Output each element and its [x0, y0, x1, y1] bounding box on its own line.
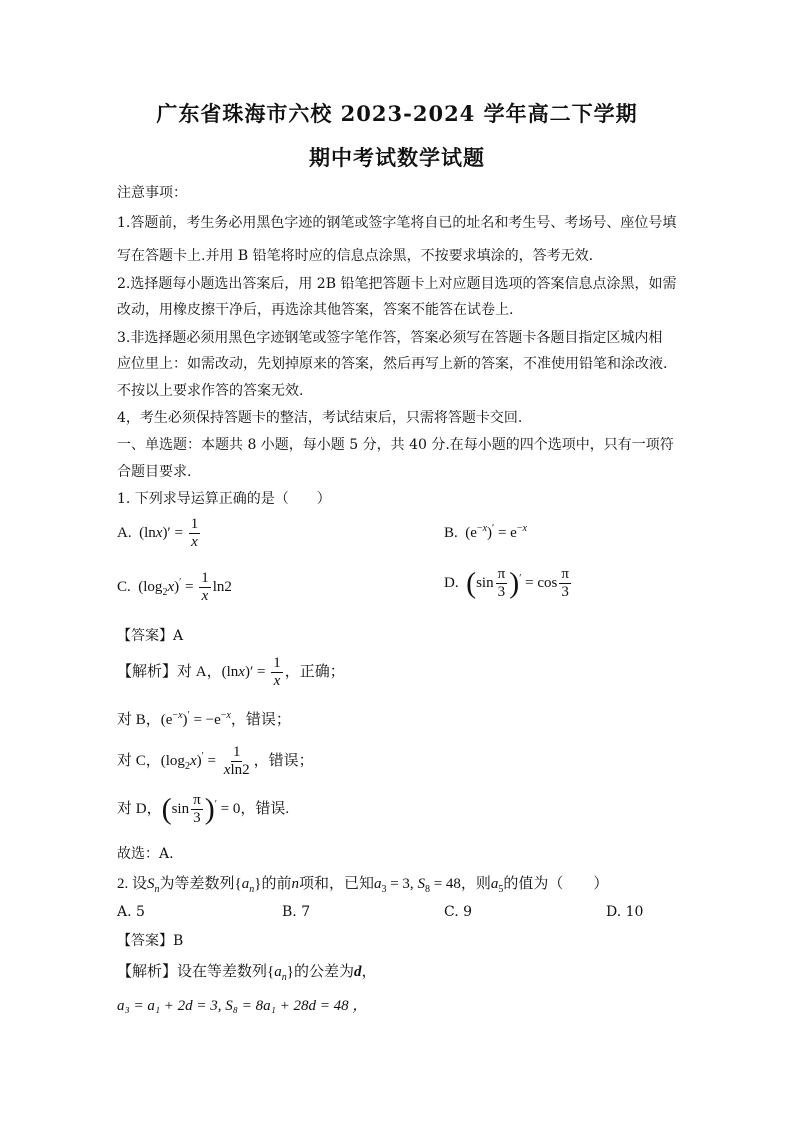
q2-stem-mid4: ，则 — [460, 876, 491, 892]
q2-option-c: C. 9 — [444, 904, 473, 920]
q1-analysis-b: 对 B，$(e^{-x})' = -e^{-x}$，错误； — [117, 710, 291, 728]
q1-analysis-b-post: ，错误； — [230, 712, 291, 728]
note-1a: 1.答题前，考生务必用黑色字迹的钢笔或签字笔将自已的址名和考生号、考场号、座位号填 — [117, 215, 677, 231]
notes-heading: 注意事项： — [117, 185, 187, 201]
q1-option-a-label: A. — [117, 524, 132, 541]
q1-analysis-a-post: ，正确； — [284, 663, 345, 680]
note-2a: 2.选择题每小题选出答案后，用 2B 铅笔把答题卡上对应题目选项的答案信息点涂黑，如需 — [117, 276, 677, 292]
q2-equation: a₃ = a₁ + 2d = 3, S₈ = 8a₁ + 28d = 48 ， — [117, 998, 368, 1014]
q1-option-d: D. (sin $\frac{\pi}{3}$ )′ = cos $\frac{\pi}{3}$ — [444, 566, 569, 600]
q1-analysis-a-pre: 对 A， — [177, 663, 222, 680]
title-line-2: 期中考试数学试题 — [309, 145, 485, 170]
q2-stem-mid1: 为等差数列 — [159, 876, 235, 892]
q2-stem: 2. 设$S_n$为等差数列$\{a_n\}$的前n项和，已知$a_3 = 3$, $S_8 = 48$，则$a_5$的值为（ ） — [117, 876, 609, 895]
note-3b: 应位里上：如需改动，先划掉原来的答案，然后再写上新的答案，不准使用铅笔和涂改液. — [117, 356, 668, 372]
title-line-1: 广东省珠海市六校 2023-2024 学年高二下学期 — [156, 101, 638, 126]
q2-answer: 【答案】B — [117, 933, 184, 949]
q1-option-b-label: B. — [444, 525, 458, 541]
q2-stem-mid3: 项和，已知 — [298, 876, 374, 892]
q2-option-b: B. 7 — [282, 904, 311, 920]
section1-line-b: 合题目要求. — [117, 464, 192, 480]
note-4: 4，考生必须保持答题卡的整洁，考试结束后，只需将答题卡交回. — [117, 410, 523, 426]
q1-analysis-a: 【解析】对 A，(lnx)′ = $\frac{1}{x}$ ，正确； — [117, 655, 345, 689]
q2-option-d: D. 10 — [606, 904, 644, 920]
q1-stem: 1. 下列求导运算正确的是（ ） — [117, 491, 331, 507]
q2-option-a: A. 5 — [117, 904, 145, 920]
q2-analysis-pre: 设在等差数列 — [177, 964, 268, 980]
section1-line-a: 一、单选题：本题共 8 小题，每小题 5 分，共 40 分.在每小题的四个选项中，只有一项符 — [117, 437, 674, 453]
q1-option-b: B. $(e^{-x})' = e^{-x}$ — [444, 523, 527, 541]
q2-analysis-label: 【解析】 — [117, 964, 178, 980]
q1-analysis-c: 对 C，$(\log_2x)'$ = $\frac{1}{xln2}$ ，错误； — [117, 744, 314, 778]
q2-stem-mid2: 的前 — [261, 876, 292, 892]
q1-analysis-d: 对 D，(sin $\frac{\pi}{3}$ )′ = 0，错误. — [117, 792, 290, 826]
note-3a: 3.非选择题必须用黑色字迹钢笔或签字笔作答，答案必须写在答题卡各题目指定区城内相 — [117, 330, 663, 346]
q1-option-a: A. (lnx)′ = $\frac{1}{x}$ — [117, 516, 199, 550]
q1-analysis-b-pre: 对 B， — [117, 712, 161, 728]
q2-stem-pre: 2. 设 — [117, 876, 148, 892]
note-1b: 写在答题卡上.并用 B 铅笔将时应的信息点涂黑，不按要求填涂的，答考无效. — [117, 248, 594, 264]
q1-analysis-c-post: ，错误； — [253, 752, 314, 769]
q2-stem-post: 的值为（ ） — [503, 876, 609, 892]
q1-analysis-c-pre: 对 C， — [117, 752, 161, 769]
q1-choose: 故选：A. — [117, 846, 174, 862]
note-2b: 改动，用橡皮擦干净后，再选涂其他答案，答案不能答在试卷上. — [117, 302, 514, 318]
q1-option-c-label: C. — [117, 578, 131, 595]
q1-answer: 【答案】A — [117, 628, 184, 644]
q2-analysis: 【解析】设在等差数列$\{a_n\}$的公差为d， — [117, 964, 377, 983]
q1-option-d-label: D. — [444, 574, 459, 591]
note-3c: 不按以上要求作答的答案无效. — [117, 383, 304, 399]
q1-analysis-d-pre: 对 D， — [117, 800, 162, 817]
q1-analysis-label: 【解析】 — [117, 663, 178, 680]
q1-option-c: C. $(\log_2x)'$ = $\frac{1}{x}$ ln2 — [117, 570, 232, 604]
q2-analysis-post: 的公差为 — [293, 964, 354, 980]
q1-analysis-d-post: ，错误. — [240, 800, 290, 817]
